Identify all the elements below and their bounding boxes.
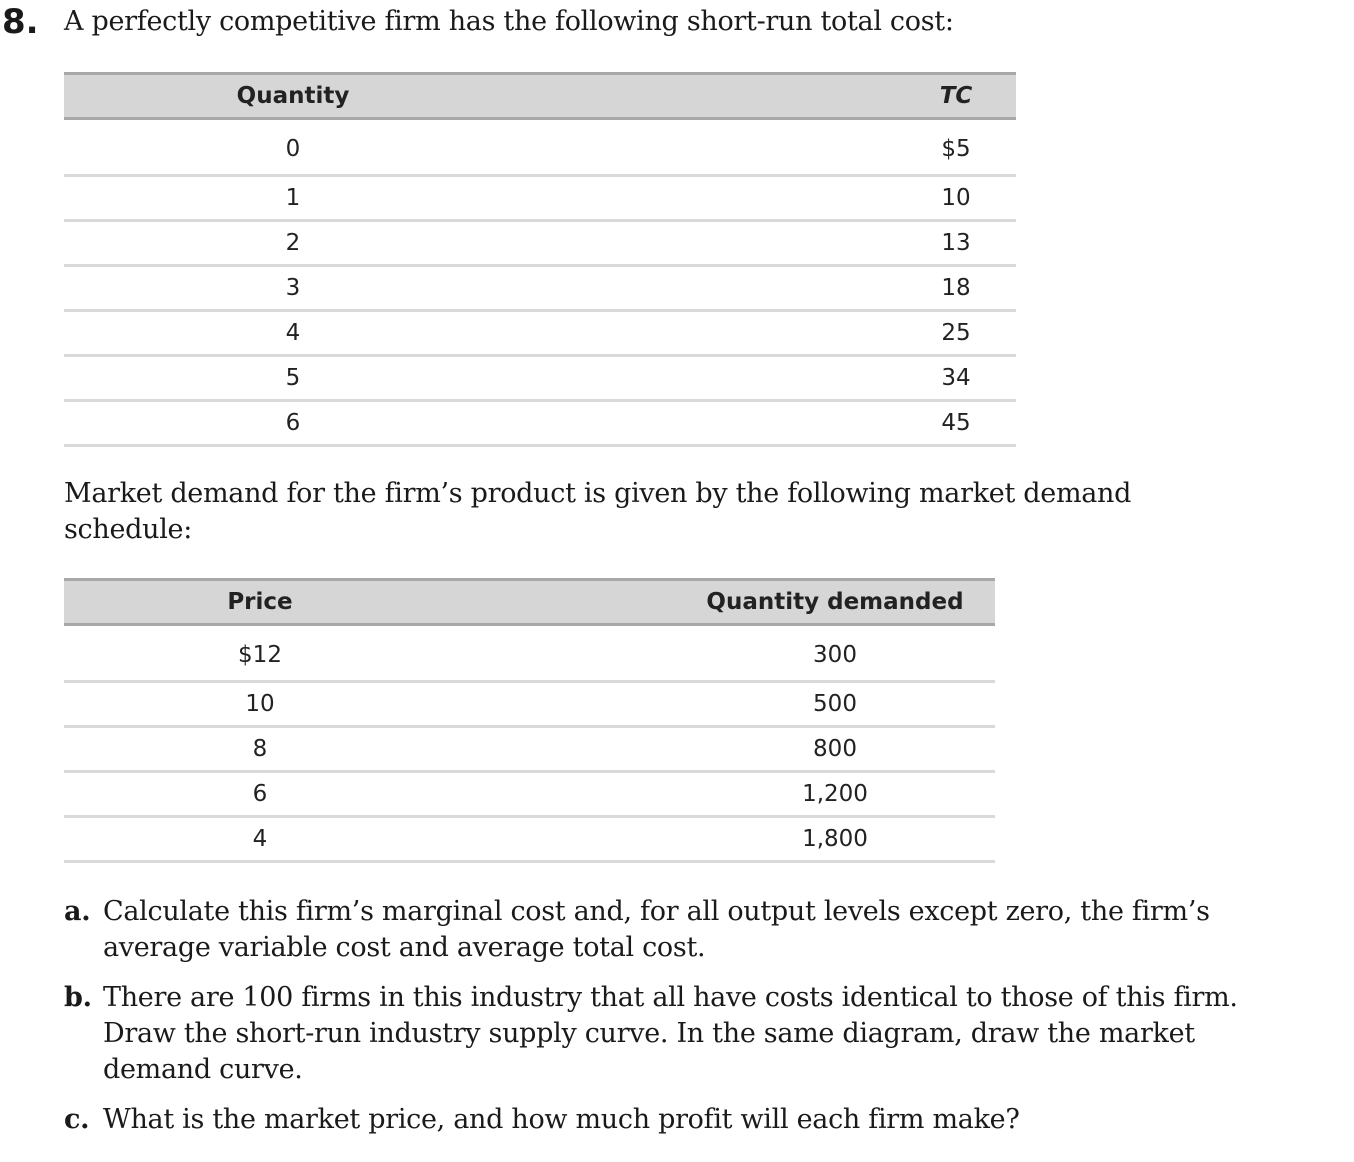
tc-cell: $5 xyxy=(353,119,1016,176)
quantity-cell: 5 xyxy=(64,356,353,401)
question-c xyxy=(64,1102,1274,1138)
price-cell: $12 xyxy=(64,625,320,682)
tc-cell: 34 xyxy=(353,356,1016,401)
quantity-cell: 1 xyxy=(64,176,353,221)
price-cell: 4 xyxy=(64,817,320,862)
tc-cell: 25 xyxy=(353,311,1016,356)
price-cell: 8 xyxy=(64,727,320,772)
quantity-cell: 2 xyxy=(64,221,353,266)
demand-table-container xyxy=(64,578,964,863)
table-row xyxy=(64,682,995,727)
cost-table xyxy=(64,72,1016,447)
problem-number: 8. xyxy=(2,2,39,42)
quantity-cell: 0 xyxy=(64,119,353,176)
column-header-quantity-demanded: Quantity demanded xyxy=(320,580,995,625)
question-label: c. xyxy=(64,1104,90,1135)
tc-cell: 13 xyxy=(353,221,1016,266)
demand-intro-paragraph: Market demand for the firm’s product is given by the following market demand schedule: xyxy=(64,478,1132,545)
table-row xyxy=(64,119,1016,176)
cost-table-container xyxy=(64,72,973,447)
table-row xyxy=(64,772,995,817)
quantity-demanded-cell: 300 xyxy=(320,625,995,682)
quantity-demanded-cell: 500 xyxy=(320,682,995,727)
quantity-demanded-cell: 800 xyxy=(320,727,995,772)
tc-cell: 10 xyxy=(353,176,1016,221)
table-row xyxy=(64,311,1016,356)
quantity-cell: 4 xyxy=(64,311,353,356)
column-header-quantity: Quantity xyxy=(64,74,353,119)
table-row xyxy=(64,221,1016,266)
table-row xyxy=(64,625,995,682)
quantity-demanded-cell: 1,800 xyxy=(320,817,995,862)
question-label: b. xyxy=(64,982,92,1013)
table-row xyxy=(64,266,1016,311)
column-header-tc: TC xyxy=(353,74,1016,119)
quantity-demanded-cell: 1,200 xyxy=(320,772,995,817)
column-header-price: Price xyxy=(64,580,320,625)
demand-table-header-row xyxy=(64,580,995,625)
table-row xyxy=(64,401,1016,446)
table-row xyxy=(64,727,995,772)
quantity-cell: 6 xyxy=(64,401,353,446)
question-label: a. xyxy=(64,896,91,927)
problem-intro: A perfectly competitive firm has the following short-run total cost: xyxy=(64,6,954,37)
question-text: Calculate this firm’s marginal cost and, for all output levels except zero, the firm’s average variable cost and average total cost. xyxy=(103,896,1210,963)
question-text: There are 100 firms in this industry that all have costs identical to those of this firm. Draw the short-run industry supply curve. In the same diagram, draw the market demand curve. xyxy=(103,982,1238,1085)
tc-cell: 18 xyxy=(353,266,1016,311)
price-cell: 10 xyxy=(64,682,320,727)
question-list xyxy=(64,894,1274,1152)
question-b xyxy=(64,980,1274,1088)
table-row xyxy=(64,817,995,862)
tc-cell: 45 xyxy=(353,401,1016,446)
price-cell: 6 xyxy=(64,772,320,817)
table-row xyxy=(64,176,1016,221)
quantity-cell: 3 xyxy=(64,266,353,311)
cost-table-header-row xyxy=(64,74,1016,119)
demand-table xyxy=(64,578,995,863)
table-row xyxy=(64,356,1016,401)
question-text: What is the market price, and how much profit will each firm make? xyxy=(103,1104,1020,1135)
question-a xyxy=(64,894,1274,966)
